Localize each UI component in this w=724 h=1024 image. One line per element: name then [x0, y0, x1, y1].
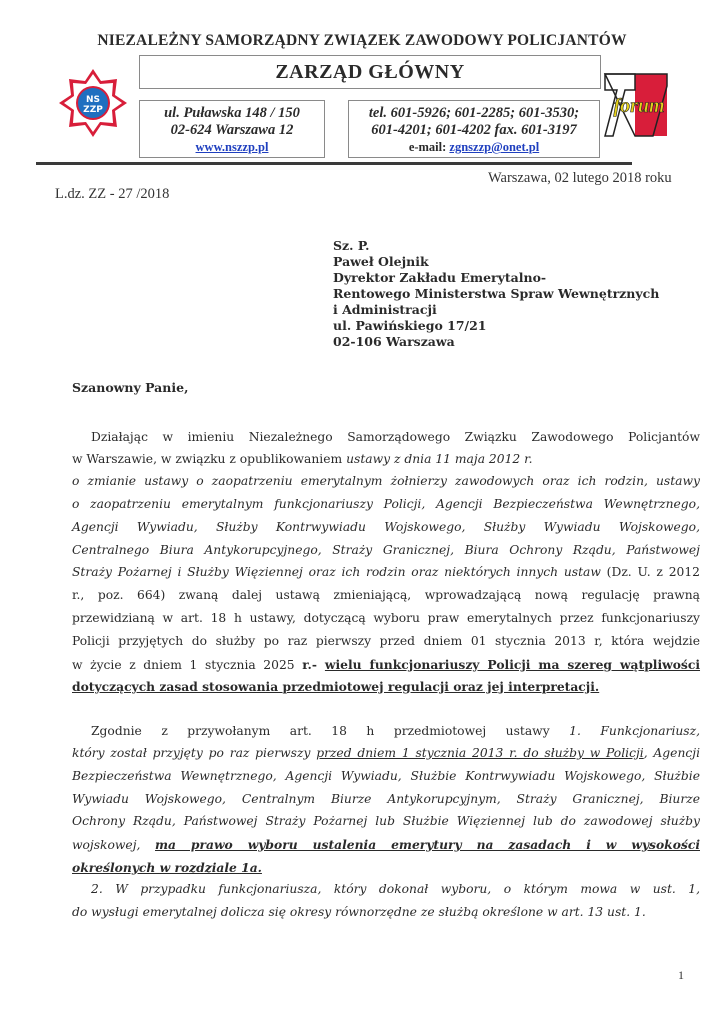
p2-line: Ochrony Rządu, Państwowej Straży Pożarnej lub Służbie Więziennej lub do zawodowej służby — [72, 814, 700, 828]
p3-line: 2. W przypadku funkcjonariusza, który dokonał wyboru, o którym mowa w ust. 1, — [91, 882, 700, 896]
p2-line: Bezpieczeństwa Wewnętrznego, Agencji Wywiadu, Służbie Kontrwywiadu Wojskowego, Służbie — [72, 769, 700, 783]
p1-line: Policji przyjętych do służby po raz pierwszy przed dniem 01 stycznia 2013 r, która wejdzie — [72, 634, 700, 648]
reference-number: L.dz. ZZ - 27 /2018 — [55, 186, 170, 202]
p1-line: przewidzianą w art. 18 h ustawy, dotyczącą wyboru praw emerytalnych przez funkcjonariuszy — [72, 611, 700, 625]
forum-logo-icon — [603, 72, 669, 138]
p1-line: w życie z dniem 1 stycznia 2025 r.- wielu funkcjonariuszy Policji ma szereg wątpliwości — [72, 657, 701, 672]
recipient-title-3: i Administracji — [333, 302, 437, 317]
address-street: ul. Puławska 148 / 150 — [164, 105, 300, 121]
forum-logo-text: forum — [613, 95, 665, 117]
phone-line-2: 601-4201; 601-4202 fax. 601-3197 — [371, 122, 577, 138]
recipient-city: 02-106 Warszawa — [333, 334, 455, 349]
p1-line: Centralnego Biura Antykorupcyjnego, Straży Granicznej, Biura Ochrony Rządu, Państwowej — [72, 543, 700, 557]
logo-text-bottom: ZZP — [83, 105, 103, 115]
recipient-salutation: Sz. P. — [333, 238, 370, 253]
address-city: 02-624 Warszawa 12 — [170, 122, 294, 138]
header-divider-right — [332, 162, 632, 165]
p2-line: określonych w rozdziale 1a. — [72, 860, 262, 875]
p1-line: o zaopatrzeniu emerytalnym funkcjonariuszy Policji, Agencji Bezpieczeństwa Wewnętrznego, — [72, 497, 700, 511]
logo-text-top: NS — [85, 95, 101, 105]
greeting: Szanowny Panie, — [72, 380, 189, 395]
nszzp-logo-icon — [58, 68, 128, 138]
p1-line: Działając w imieniu Niezależnego Samorządowego Związku Zawodowego Policjantów — [91, 430, 700, 444]
organization-name: NIEZALEŻNY SAMORZĄDNY ZWIĄZEK ZAWODOWY POLICJANTÓW — [97, 32, 627, 49]
contact-box — [348, 100, 600, 158]
p2-line: wojskowej, ma prawo wyboru ustalenia emerytury na zasadach i w wysokości — [72, 837, 700, 852]
recipient-title-1: Dyrektor Zakładu Emerytalno- — [333, 270, 547, 285]
website-link[interactable]: www.nszzp.pl — [195, 140, 269, 154]
recipient-name: Paweł Olejnik — [333, 254, 429, 269]
board-title: ZARZĄD GŁÓWNY — [275, 61, 465, 83]
p1-line: Agencji Wywiadu, Służby Kontrwywiadu Wojskowego, Służby Wywiadu Wojskowego, — [72, 520, 700, 534]
p1-line: w Warszawie, w związku z opublikowaniem ustawy z dnia 11 maja 2012 r. — [72, 452, 533, 466]
email-label: e-mail: — [408, 140, 450, 154]
p1-line: Straży Pożarnej i Służby Więziennej oraz ich rodzin oraz niektórych innych ustaw (Dz. U. z 2012 — [72, 565, 700, 579]
p2-line: który został przyjęty po raz pierwszy przed dniem 1 stycznia 2013 r. do służby w Policji, Agencji — [72, 746, 701, 760]
letter-date: Warszawa, 02 lutego 2018 roku — [488, 170, 672, 186]
board-title-box — [139, 55, 601, 89]
p2-line: Zgodnie z przywołanym art. 18 h przedmiotowej ustawy 1. Funkcjonariusz, — [91, 724, 700, 738]
phone-line-1: tel. 601-5926; 601-2285; 601-3530; — [368, 105, 580, 121]
p2-line: Wywiadu Wojskowego, Centralnym Biurze Antykorupcyjnym, Straży Granicznej, Biurze — [72, 792, 700, 806]
header-divider — [36, 162, 332, 165]
email-link[interactable]: zgnszzp@onet.pl — [449, 140, 540, 154]
p1-line: dotyczących zasad stosowania przedmiotowej regulacji oraz jej interpretacji. — [72, 679, 600, 694]
page-number: 1 — [678, 968, 684, 982]
p1-line: r., poz. 664) zwaną dalej ustawą zmieniającą, wprowadzającą nową regulację prawną — [72, 588, 700, 602]
address-box — [139, 100, 325, 158]
recipient-street: ul. Pawińskiego 17/21 — [333, 318, 487, 333]
recipient-title-2: Rentowego Ministerstwa Spraw Wewnętrznych — [333, 286, 660, 301]
p1-line: o zmianie ustawy o zaopatrzeniu emerytalnym żołnierzy zawodowych oraz ich rodzin, ustawy — [72, 474, 700, 488]
p3-line: do wysługi emerytalnej dolicza się okresy równorzędne ze służbą określone w art. 13 ust. 1. — [72, 905, 646, 919]
